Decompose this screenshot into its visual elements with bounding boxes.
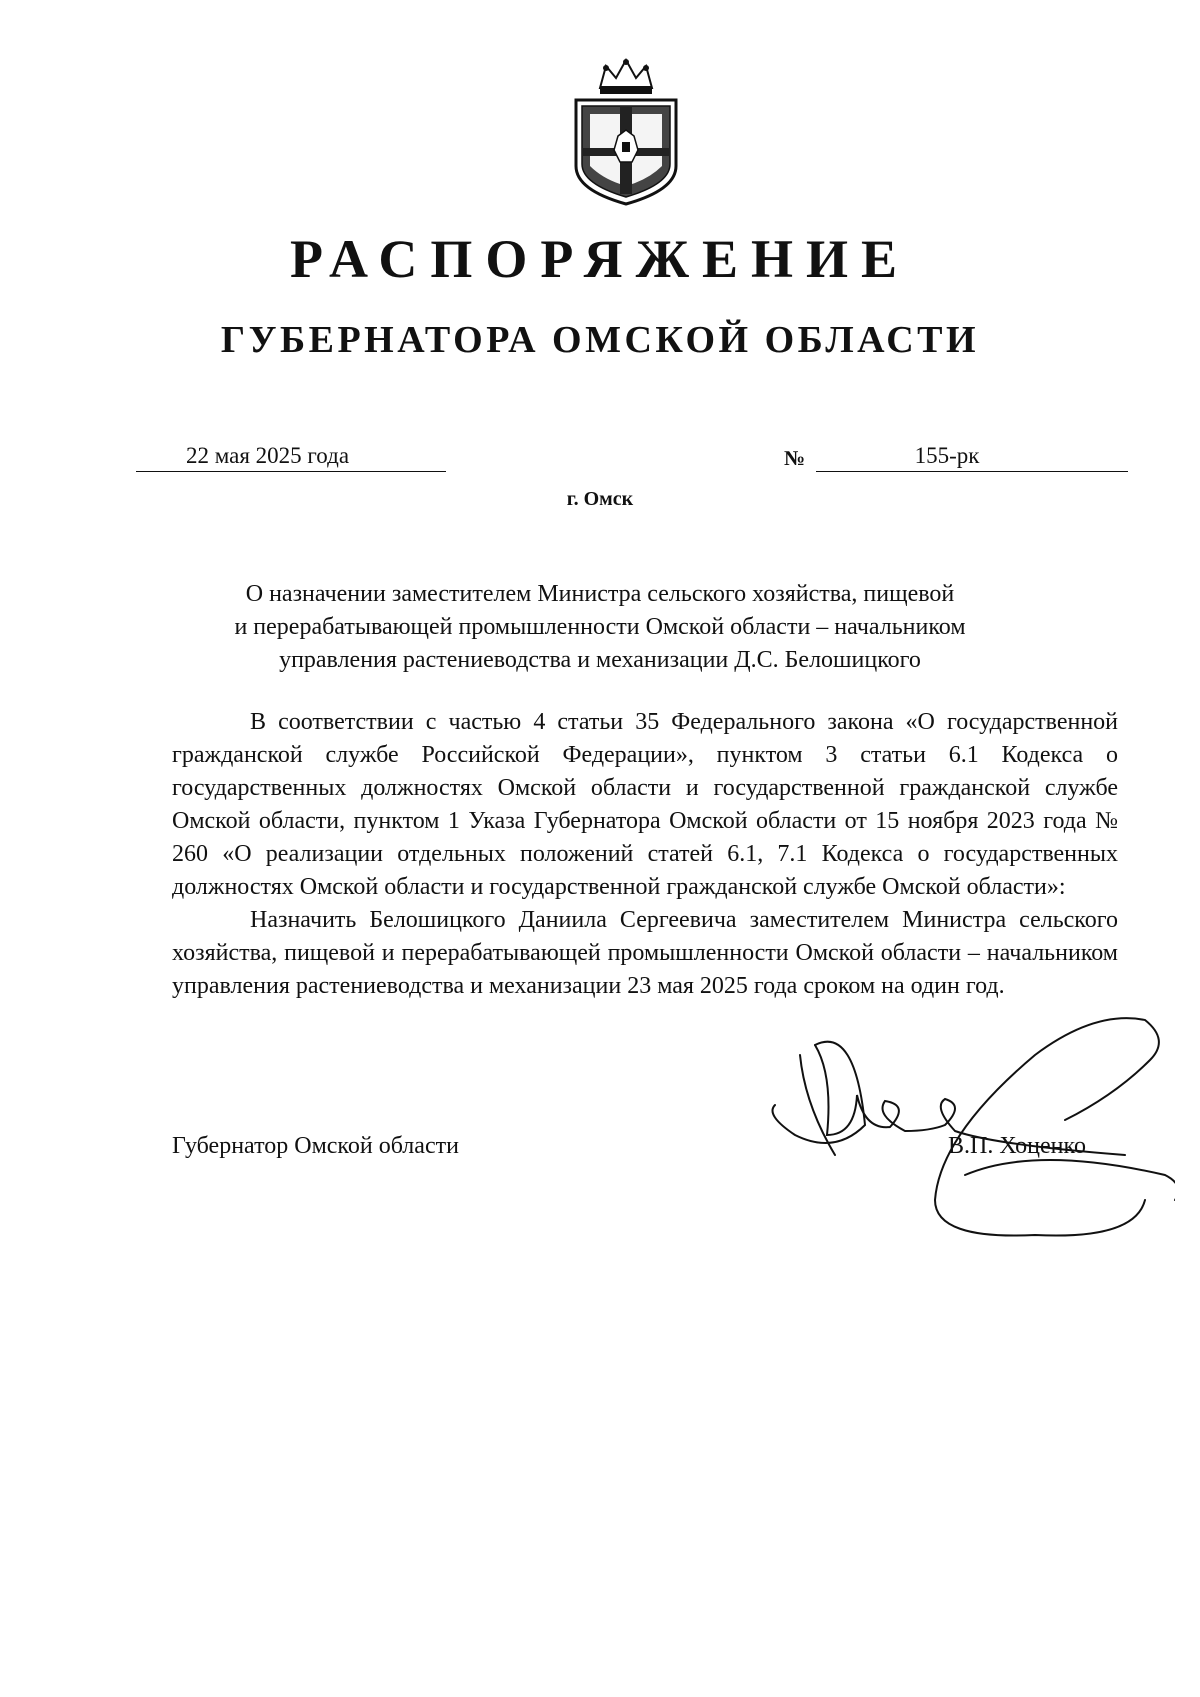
document-heading: [150, 578, 1050, 677]
document-subtitle: ГУБЕРНАТОРА ОМСКОЙ ОБЛАСТИ: [220, 319, 980, 361]
body-paragraph-basis: В соответствии с частью 4 статьи 35 Федерального закона «О государственной гражданской службе Российской Федерации», пунктом 3 статьи 6.1 Кодекса о государственных должностях Омской области и государственной гражданской службе Омской области, пунктом 1 Указа Губернатора Омской области от 15 ноября 2023 года № 260 «О реализации отдельных положений статей 6.1, 7.1 Кодекса о государственных должностях Омской области и государственной гражданской службе Омской области»:: [172, 709, 1118, 900]
document-body: [172, 706, 1118, 1003]
document-number: 155-рк: [816, 441, 1128, 472]
heading-line: управления растениеводства и механизации Д.С. Белошицкого: [279, 647, 921, 673]
omsk-coat-of-arms-icon: [566, 58, 686, 208]
body-paragraph-order: Назначить Белошицкого Даниила Сергеевича заместителем Министра сельского хозяйства, пищевой и перерабатывающей промышленности Омской области – начальником управления растениеводства и механизации 23 мая 2025 года сроком на один год.: [172, 907, 1118, 999]
number-sign: №: [784, 446, 806, 470]
heading-line: О назначении заместителем Министра сельского хозяйства, пищевой: [245, 581, 955, 607]
signatory-title: Губернатор Омской области: [172, 1133, 459, 1159]
heading-line: и перерабатывающей промышленности Омской области – начальником: [234, 614, 966, 640]
handwritten-signature: [705, 985, 1175, 1245]
document-city: г. Омск: [566, 488, 634, 510]
document-title: РАСПОРЯЖЕНИЕ: [289, 229, 911, 289]
document-date: 22 мая 2025 года: [136, 441, 446, 472]
signatory-name: В.П. Хоценко: [948, 1133, 1086, 1159]
